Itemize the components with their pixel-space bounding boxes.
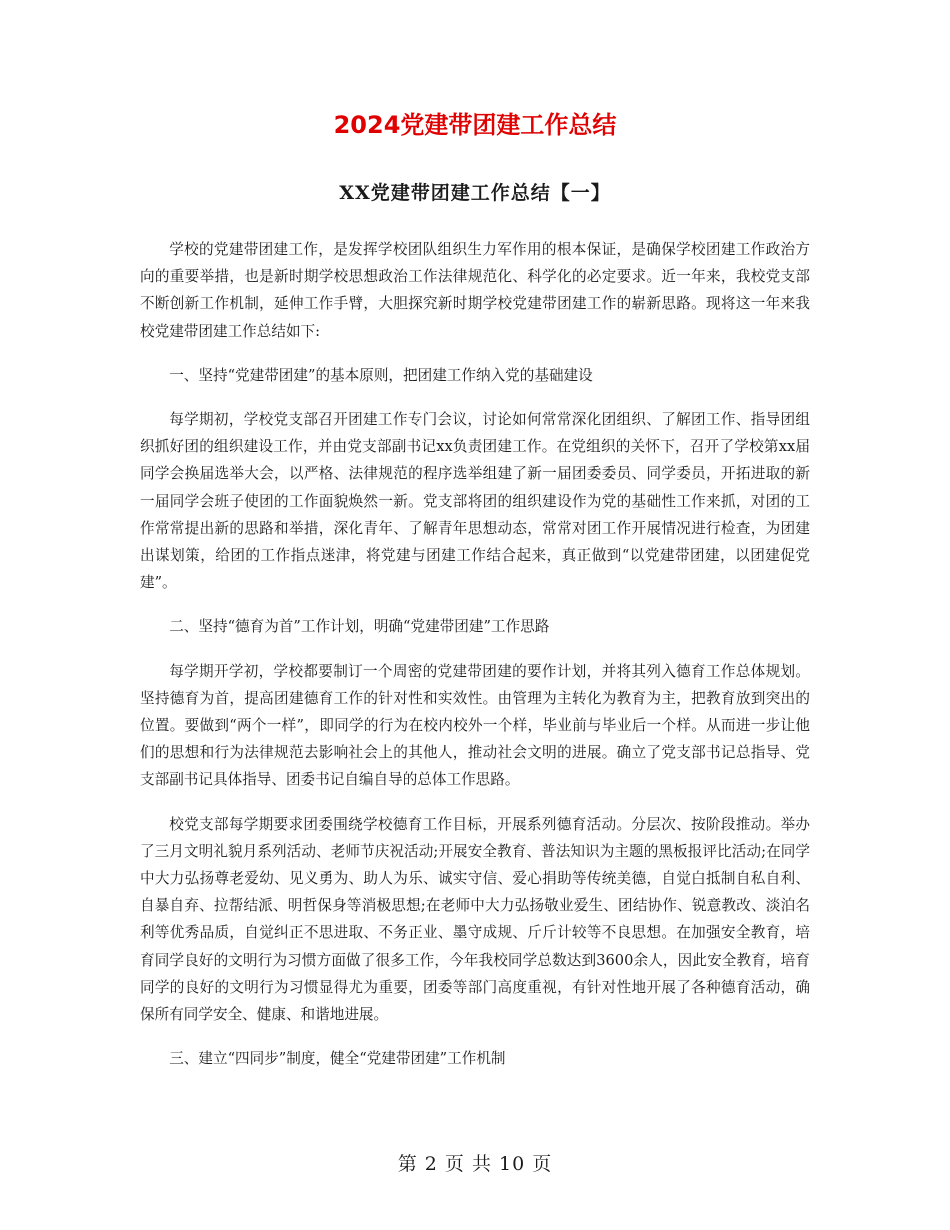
page-number-footer: 第 2 页 共 10 页 (397, 1153, 553, 1175)
document-title: 2024党建带团建工作总结 (333, 111, 617, 139)
intro-paragraph: 学校的党建带团建工作，是发挥学校团队组织生力军作用的根本保证，是确保学校团建工作政治方向的重要举措，也是新时期学校思想政治工作法律规范化、科学化的必定要求。近一年来，我校党支部不断创新工作机制，延伸工作手臂，大胆探究新时期学校党建带团建工作的崭新思路。现将这一年来我校党建带团建工作总结如下: (140, 241, 810, 340)
section-title: XX党建带团建工作总结【一】 (339, 182, 611, 204)
body-paragraph: 每学期开学初，学校都要制订一个周密的党建带团建的要作计划，并将其列入德育工作总体规划。坚持德育为首，提高团建德育工作的针对性和实效性。由管理为主转化为教育为主，把教育放到突出的位置。要做到“两个一样”，即同学的行为在校内校外一个样，毕业前与毕业后一个样。从而进一步让他们的思想和行为法律规范去影响社会上的其他人，推动社会文明的进展。确立了党支部书记总指导、党支部副书记具体指导、团委书记自编自导的总体工作思路。 (140, 662, 810, 789)
document-body (140, 236, 810, 1072)
heading-one: 一、坚持“党建带团建”的基本原则，把团建工作纳入党的基础建设 (169, 366, 593, 384)
body-paragraph: 每学期初，学校党支部召开团建工作专门会议，讨论如何常常深化团组织、了解团工作、指导团组织抓好团的组织建设工作，并由党支部副书记xx负责团建工作。在党组织的关怀下，召开了学校第xx届同学会换届选举大会，以严格、法律规范的程序选举组建了新一届团委委员、同学委员，开拓进取的新一届同学会班子使团的工作面貌焕然一新。党支部将团的组织建设作为党的基础性工作来抓，对团的工作常常提出新的思路和举措，深化青年、了解青年思想动态，常常对团工作开展情况进行检查，为团建出谋划策，给团的工作指点迷津，将党建与团建工作结合起来，真正做到“以党建带团建，以团建促党建”。 (140, 411, 810, 592)
heading-three: 三、建立“四同步”制度，健全“党建带团建”工作机制 (169, 1050, 506, 1068)
body-paragraph: 校党支部每学期要求团委围绕学校德育工作目标，开展系列德育活动。分层次、按阶段推动。举办了三月文明礼貌月系列活动、老师节庆祝活动;开展安全教育、普法知识为主题的黑板报评比活动;在同学中大力弘扬尊老爱幼、见义勇为、助人为乐、诚实守信、爱心捐助等传统美德，自觉白抵制自私自利、自暴自弃、拉帮结派、明哲保身等消极思想;在老师中大力弘扬敬业爱生、团结协作、锐意教改、淡泊名利等优秀品质，自觉纠正不思进取、不务正业、墨守成规、斤斤计较等不良思想。在加强安全教育，培育同学良好的文明行为习惯方面做了很多工作，今年我校同学总数达到3600余人，因此安全教育，培育同学的良好的文明行为习惯显得尤为重要，团委等部门高度重视，有针对性地开展了各种德育活动，确保所有同学安全、健康、和谐地进展。 (140, 815, 810, 1024)
heading-two: 二、坚持“德育为首”工作计划，明确“党建带团建”工作思路 (169, 618, 550, 636)
